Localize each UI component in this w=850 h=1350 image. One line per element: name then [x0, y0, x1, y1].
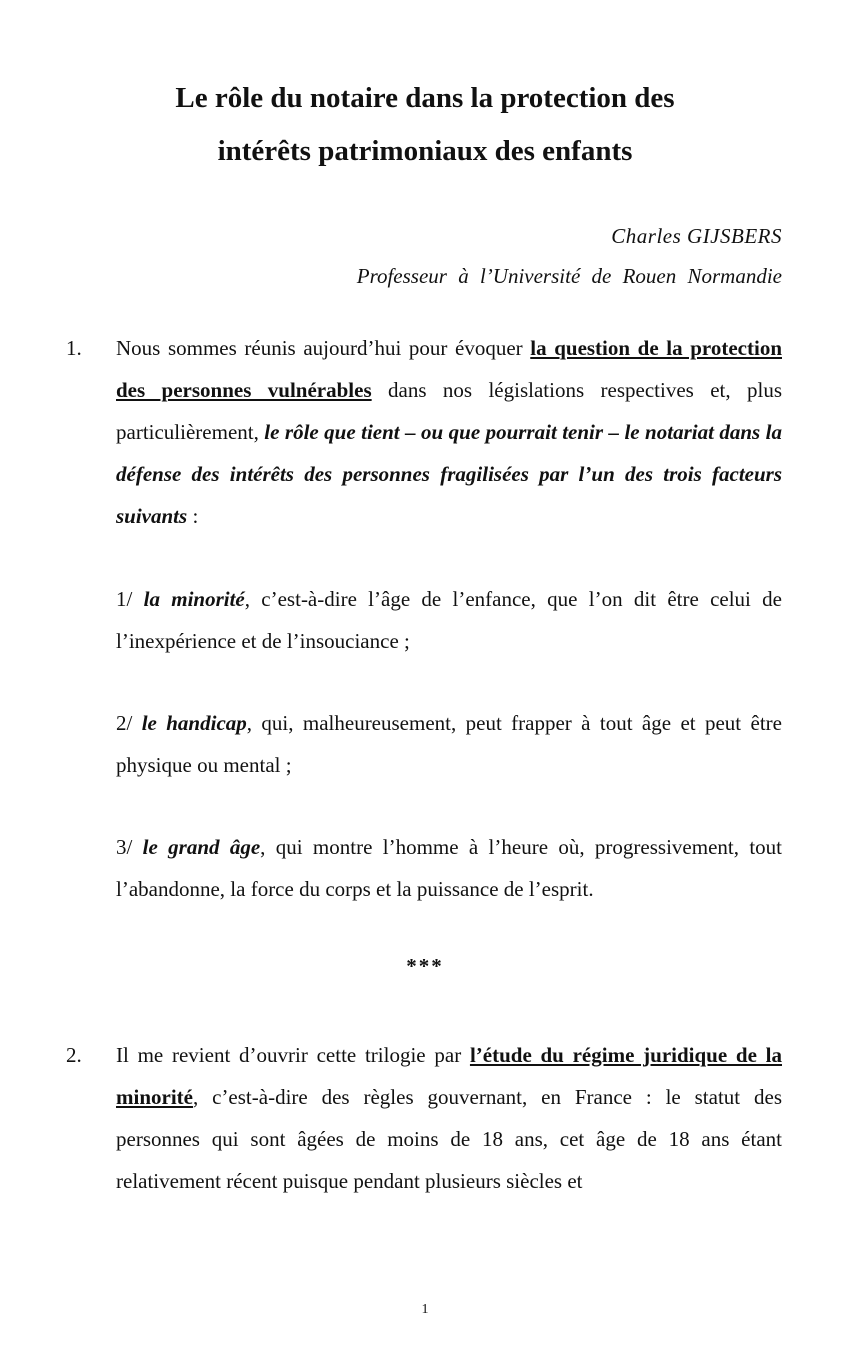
- section-1-emphasis-italic: le rôle que tient – ou que pourrait tenir – le notariat dans la défense des intérêts des personnes fragilisées par l’un des trois facteurs suivants: [116, 420, 782, 528]
- list-item-text: , qui, malheureusement, peut frapper à tout âge et peut être physique ou mental ;: [116, 711, 782, 777]
- section-1-text-a: Nous sommes réunis aujourd’hui pour évoquer: [116, 336, 531, 360]
- title-line-2: intérêts patrimoniaux des enfants: [217, 135, 633, 167]
- list-item-prefix: 1/: [116, 587, 144, 611]
- section-1-paragraph: [116, 327, 782, 537]
- section-2-number: 2.: [66, 1043, 82, 1067]
- section-1-text-e: :: [187, 504, 199, 528]
- section-2-emphasis-underlined: l’étude du régime juridique de la minorité: [116, 1043, 782, 1109]
- list-item-grand-age: [116, 826, 782, 910]
- author-affiliation: Professeur à l’Université de Rouen Normandie: [356, 264, 782, 288]
- document-title: [0, 72, 850, 178]
- list-item-term: la minorité: [143, 587, 245, 611]
- section-1-emphasis-underlined: la question de la protection des personnes vulnérables: [116, 336, 782, 402]
- section-separator: ***: [406, 954, 444, 978]
- section-1-text-c: dans nos législations respectives et, plus particulièrement,: [116, 378, 782, 444]
- list-item-handicap: [116, 702, 782, 786]
- title-line-1: Le rôle du notaire dans la protection des: [175, 82, 675, 114]
- list-item-minorite: [116, 578, 782, 662]
- list-item-term: le handicap: [141, 711, 247, 735]
- author-name: Charles GIJSBERS: [611, 224, 782, 248]
- section-2-paragraph: [116, 1034, 782, 1202]
- list-item-prefix: 2/: [116, 711, 142, 735]
- list-item-text: , qui montre l’homme à l’heure où, progressivement, tout l’abandonne, la force du corps et la puissance de l’esprit.: [116, 835, 782, 901]
- list-item-text: , c’est-à-dire l’âge de l’enfance, que l’on dit être celui de l’inexpérience et de l’insouciance ;: [116, 587, 782, 653]
- list-item-term: le grand âge: [142, 835, 261, 859]
- section-2-text-a: Il me revient d’ouvrir cette trilogie par: [116, 1043, 470, 1067]
- author-block: [357, 216, 782, 296]
- list-item-prefix: 3/: [116, 835, 143, 859]
- section-1-number: 1.: [66, 336, 82, 360]
- page-number: 1: [421, 1302, 429, 1317]
- section-2-text-c: , c’est-à-dire des règles gouvernant, en France : le statut des personnes qui sont âgées de moins de 18 ans, cet âge de 18 ans étant relativement récent puisque pendant plusieurs siècles et: [116, 1085, 782, 1193]
